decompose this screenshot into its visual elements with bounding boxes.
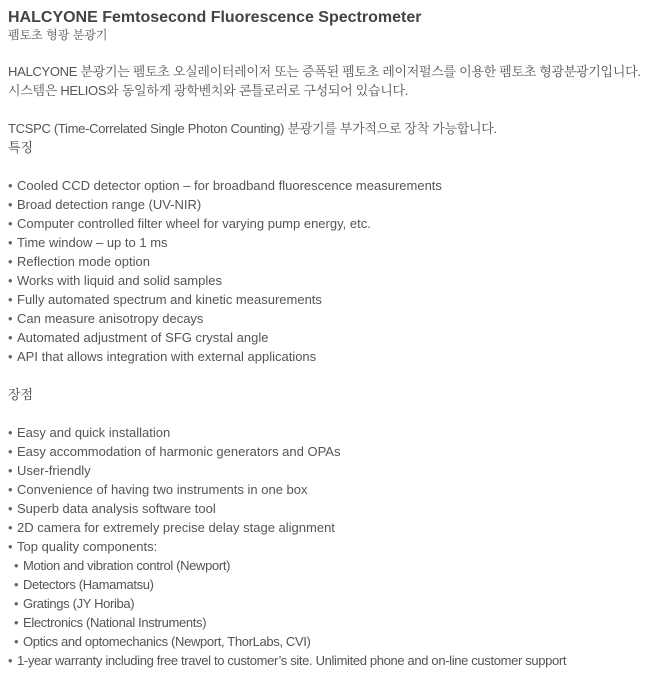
bullet-icon: • [8,254,13,269]
bullet-icon: • [14,596,19,611]
bullet-icon: • [8,349,13,364]
feature-text: Broad detection range (UV-NIR) [17,197,202,212]
feature-text: Cooled CCD detector option – for broadband fluorescence measurements [17,178,442,193]
component-text: Optics and optomechanics (Newport, ThorLabs, CVI) [23,634,311,649]
component-text: Electronics (National Instruments) [23,615,207,630]
bullet-icon: • [8,178,13,193]
spacer [8,100,653,119]
spacer [8,43,653,62]
list-item [8,328,653,347]
bullet-icon: • [8,444,13,459]
bullet-icon: • [8,539,13,554]
list-item [8,575,653,594]
feature-text: Automated adjustment of SFG crystal angle [17,330,269,345]
warranty-text: 1-year warranty including free travel to customer’s site. Unlimited phone and on-line customer support [17,653,567,668]
intro-line-3: TCSPC (Time-Correlated Single Photon Counting) 분광기를 부가적으로 장착 가능합니다. [8,121,497,136]
advantage-text: Convenience of having two instruments in one box [17,482,308,497]
advantage-text: Easy and quick installation [17,425,171,440]
bullet-icon: • [8,311,13,326]
spacer [8,404,653,423]
list-item [8,651,653,670]
feature-text: Time window – up to 1 ms [17,235,168,250]
advantage-text: Easy accommodation of harmonic generators and OPAs [17,444,341,459]
spacer [8,157,653,176]
list-item [8,442,653,461]
spacer [8,366,653,385]
bullet-icon: • [8,292,13,307]
feature-text: Computer controlled filter wheel for varying pump energy, etc. [17,216,371,231]
feature-text: Reflection mode option [17,254,150,269]
list-item [8,290,653,309]
bullet-icon: • [8,501,13,516]
components-sublist [8,556,653,651]
bullet-icon: • [14,615,19,630]
feature-text: Works with liquid and solid samples [17,273,222,288]
component-text: Motion and vibration control (Newport) [23,558,231,573]
list-item [8,252,653,271]
features-heading: 특징 [8,140,34,155]
bullet-icon: • [8,482,13,497]
bullet-icon: • [8,273,13,288]
bullet-icon: • [8,235,13,250]
list-item [8,613,653,632]
list-item [8,271,653,290]
bullet-icon: • [14,634,19,649]
page-title: HALCYONE Femtosecond Fluorescence Spectrometer [8,9,422,26]
intro-line-2: 시스템은 HELIOS와 동일하게 광학벤치와 콘틀로러로 구성되어 있습니다. [8,83,409,98]
feature-text: Can measure anisotropy decays [17,311,204,326]
list-item [8,176,653,195]
list-item [8,423,653,442]
list-item [8,461,653,480]
feature-text: Fully automated spectrum and kinetic measurements [17,292,322,307]
bullet-icon: • [8,520,13,535]
advantages-heading: 장점 [8,387,34,402]
bullet-icon: • [14,577,19,592]
intro-line-1: HALCYONE 분광기는 펨토초 오실레이터레이저 또는 증폭된 펨토초 레이저펄스를 이용한 펨토초 형광분광기입니다. [8,64,641,79]
list-item [8,214,653,233]
list-item [8,518,653,537]
bullet-icon: • [8,197,13,212]
list-item [8,480,653,499]
bullet-icon: • [8,216,13,231]
advantages-list [8,423,653,670]
list-item [8,347,653,366]
advantage-text: User-friendly [17,463,91,478]
list-item [8,195,653,214]
advantage-text: 2D camera for extremely precise delay stage alignment [17,520,335,535]
bullet-icon: • [8,463,13,478]
page-subtitle: 펨토초 형광 분광기 [8,28,108,42]
component-text: Gratings (JY Horiba) [23,596,135,611]
features-list [8,176,653,366]
feature-text: API that allows integration with external applications [17,349,317,364]
bullet-icon: • [8,653,13,668]
list-item [8,632,653,651]
component-text: Detectors (Hamamatsu) [23,577,154,592]
list-item [8,537,653,651]
list-item [8,309,653,328]
bullet-icon: • [8,425,13,440]
list-item [8,499,653,518]
advantage-text: Superb data analysis software tool [17,501,216,516]
bullet-icon: • [14,558,19,573]
product-page [8,8,653,670]
list-item [8,556,653,575]
list-item [8,594,653,613]
list-item [8,233,653,252]
bullet-icon: • [8,330,13,345]
advantage-text: Top quality components: [17,539,158,554]
